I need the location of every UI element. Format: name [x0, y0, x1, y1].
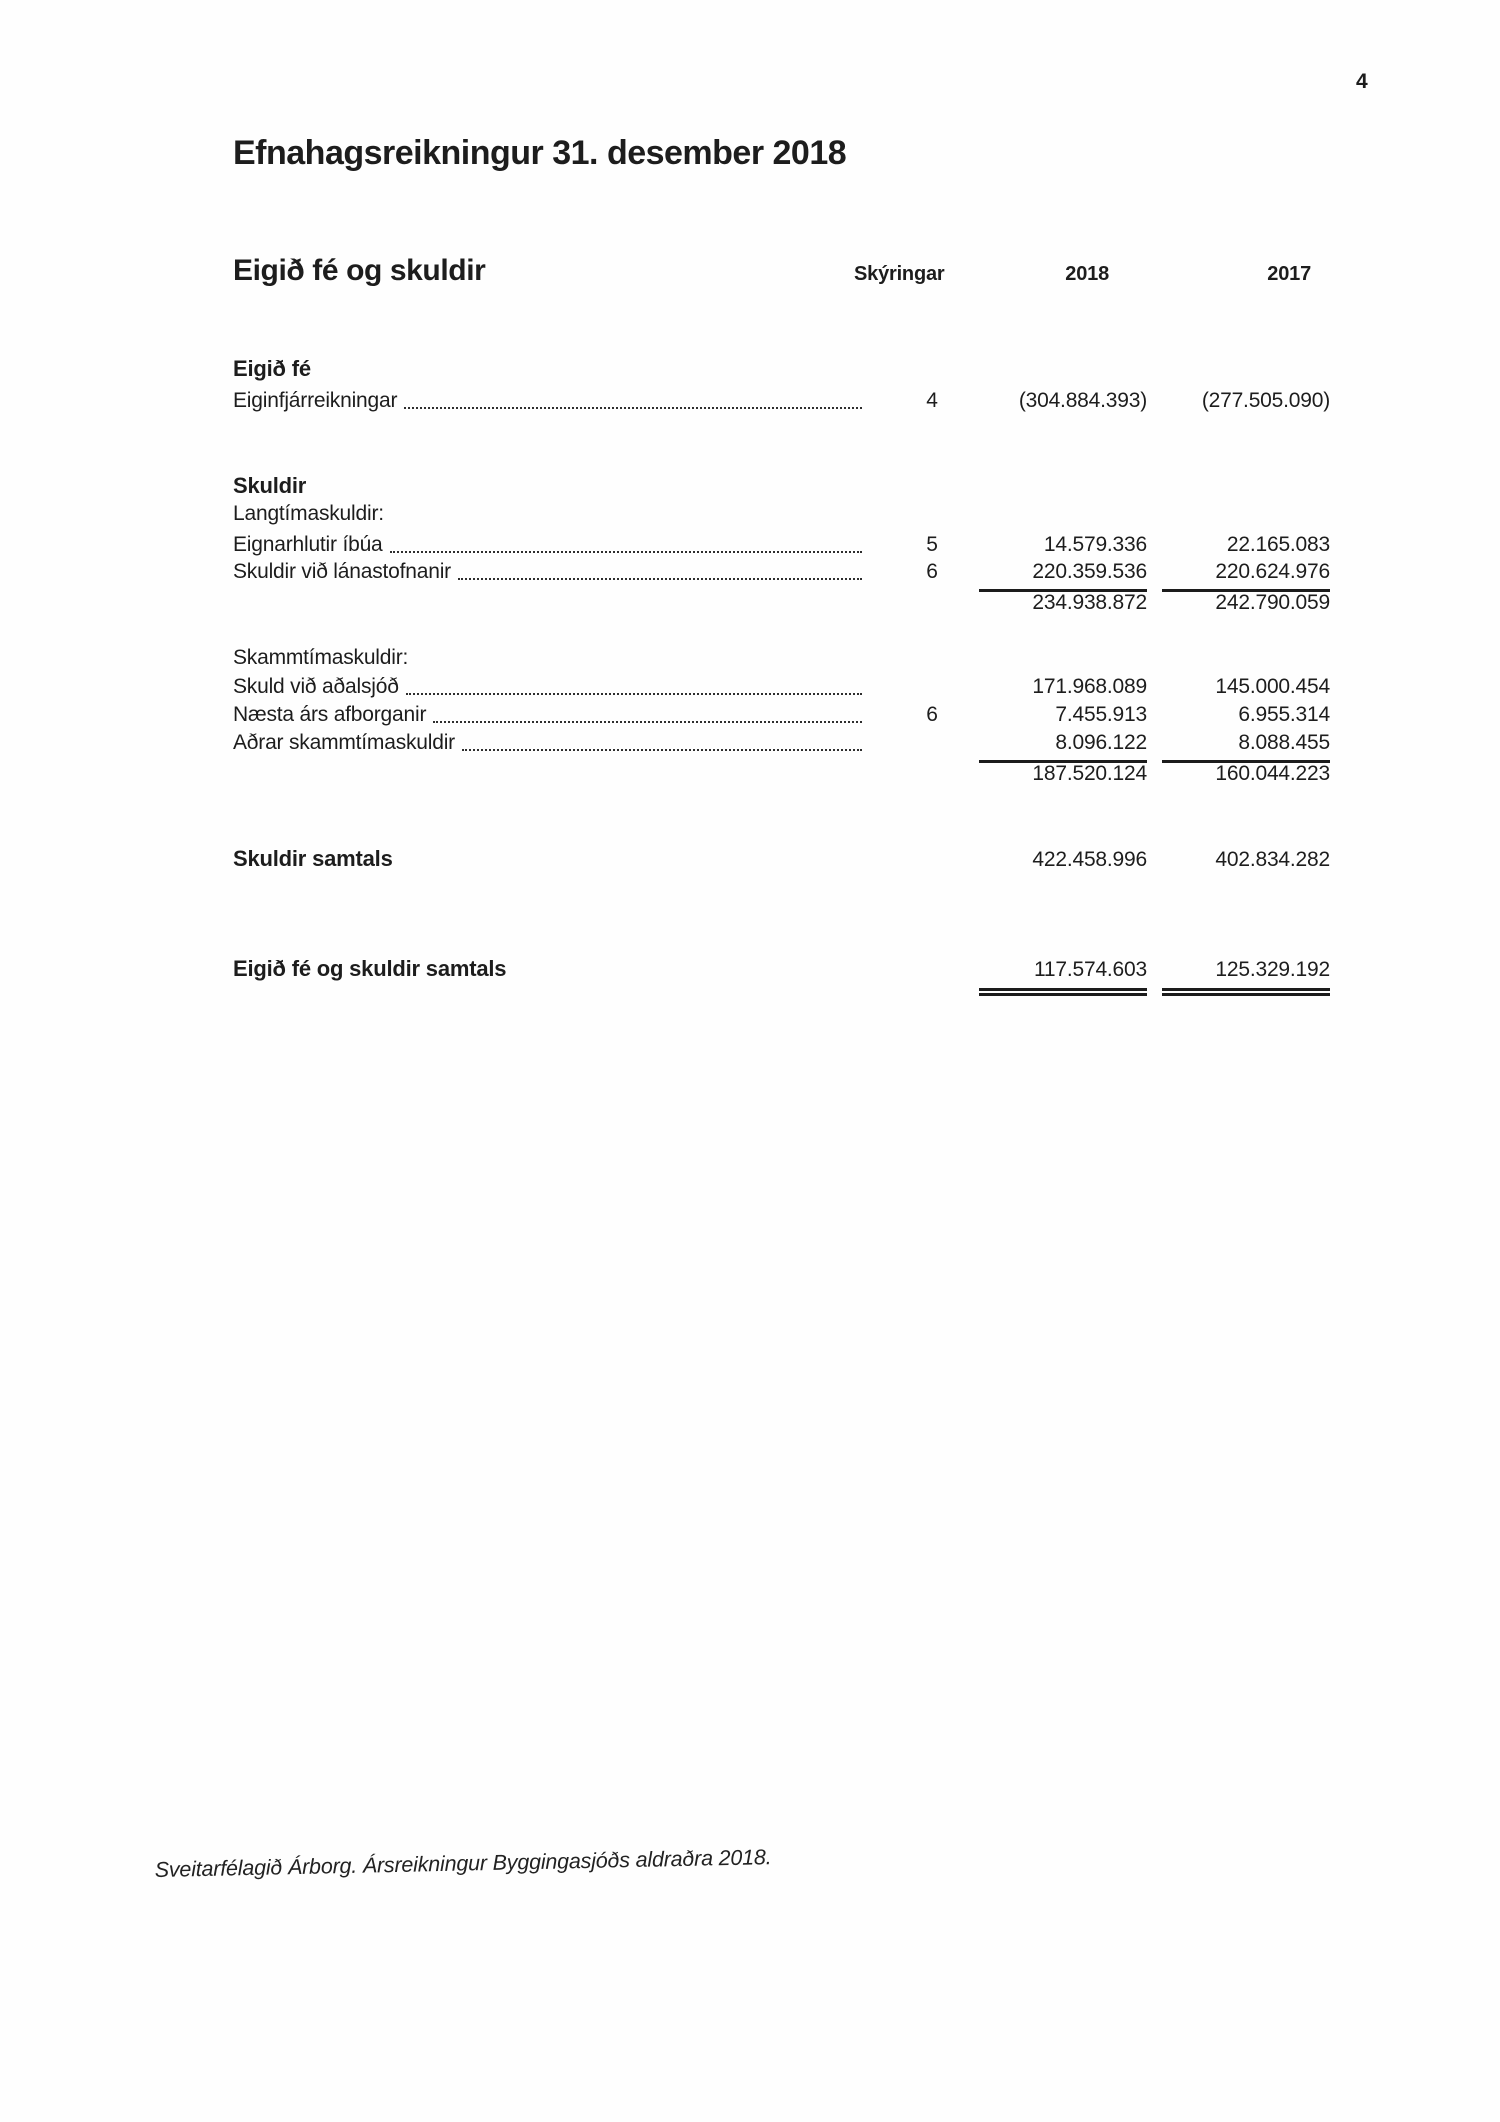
amount-value: 422.458.996 — [1032, 848, 1147, 871]
leader-dots — [390, 551, 862, 553]
amount-value-underlined: 220.624.976 — [1162, 559, 1330, 592]
row-label: Skuld við aðalsjóð — [233, 675, 399, 698]
liabilities-heading: Skuldir — [233, 473, 307, 498]
amount-value: 145.000.454 — [1215, 675, 1330, 698]
amount-value-double-underlined: 117.574.603 — [979, 957, 1147, 996]
row-amount-2017 — [1147, 730, 1330, 763]
grand-total-label: Eigið fé og skuldir samtals — [233, 956, 507, 981]
amount-value: 7.455.913 — [1055, 703, 1147, 726]
leader-dots — [433, 721, 862, 723]
row-note: 5 — [926, 533, 938, 556]
leader-dots — [406, 693, 862, 695]
table-row-liabilities-total — [233, 846, 1330, 873]
row-amount-2017 — [1147, 388, 1330, 414]
amount-value: 171.968.089 — [1032, 675, 1147, 698]
table-row-shortterm-subtotal — [233, 761, 1330, 787]
amount-value: 242.790.059 — [1215, 591, 1330, 614]
row-label: Skuldir við lánastofnanir — [233, 560, 451, 583]
total-2017 — [1147, 847, 1330, 873]
subtotal-2018 — [972, 590, 1147, 616]
liabilities-total-label: Skuldir samtals — [233, 846, 393, 871]
amount-value-underlined: 8.096.122 — [979, 730, 1147, 763]
subtotal-2017 — [1147, 761, 1330, 787]
subtotal-2018 — [972, 761, 1147, 787]
amount-value: 14.579.336 — [1043, 533, 1147, 556]
row-amount-2017 — [1147, 532, 1330, 558]
row-label: Eignarhlutir íbúa — [233, 533, 383, 556]
table-row-longterm-2 — [233, 559, 1330, 592]
row-note: 4 — [926, 389, 938, 412]
subtotal-2017 — [1147, 590, 1330, 616]
amount-value-double-underlined: 125.329.192 — [1162, 957, 1330, 996]
total-2018 — [972, 847, 1147, 873]
row-amount-2018 — [972, 388, 1147, 414]
table-row-equity — [233, 388, 1330, 414]
column-header-2018: 2018 — [1065, 263, 1109, 285]
table-row-longterm-1 — [233, 532, 1330, 558]
row-label: Eiginfjárreikningar — [233, 389, 398, 412]
row-label: Næsta árs afborganir — [233, 703, 427, 726]
amount-value: (277.505.090) — [1201, 389, 1330, 412]
amount-value: (304.884.393) — [1018, 389, 1147, 412]
shortterm-heading: Skammtímaskuldir: — [233, 646, 409, 669]
row-note: 6 — [926, 703, 938, 726]
amount-value: 234.938.872 — [1032, 591, 1147, 614]
row-amount-2018 — [972, 559, 1147, 592]
table-row-longterm-subtotal — [233, 590, 1330, 616]
row-amount-2018 — [972, 730, 1147, 763]
amount-value: 22.165.083 — [1226, 533, 1330, 556]
page-number: 4 — [1356, 70, 1368, 93]
amount-value-underlined: 8.088.455 — [1162, 730, 1330, 763]
row-amount-2017 — [1147, 559, 1330, 592]
longterm-heading: Langtímaskuldir: — [233, 502, 384, 525]
leader-dots — [462, 749, 862, 751]
column-header-notes: Skýringar — [854, 263, 945, 285]
table-row-shortterm-2 — [233, 702, 1330, 728]
leader-dots — [404, 407, 862, 409]
amount-value: 402.834.282 — [1215, 848, 1330, 871]
leader-dots — [458, 578, 862, 580]
row-label: Aðrar skammtímaskuldir — [233, 731, 455, 754]
table-header-row — [233, 254, 1330, 287]
row-amount-2018 — [972, 674, 1147, 700]
row-note: 6 — [926, 560, 938, 583]
row-amount-2017 — [1147, 674, 1330, 700]
table-row-shortterm-1 — [233, 674, 1330, 700]
table-row-shortterm-3 — [233, 730, 1330, 763]
equity-heading: Eigið fé — [233, 356, 311, 381]
column-header-2017: 2017 — [1267, 263, 1311, 285]
row-amount-2017 — [1147, 702, 1330, 728]
amount-value: 160.044.223 — [1215, 762, 1330, 785]
page-title: Efnahagsreikningur 31. desember 2018 — [233, 134, 847, 172]
amount-value: 6.955.314 — [1238, 703, 1330, 726]
grand-total-2017 — [1147, 957, 1330, 996]
amount-value-underlined: 220.359.536 — [979, 559, 1147, 592]
table-row-grand-total — [233, 956, 1330, 996]
row-amount-2018 — [972, 702, 1147, 728]
amount-value: 187.520.124 — [1032, 762, 1147, 785]
footer-note: Sveitarfélagið Árborg. Ársreikningur Byggingasjóðs aldraðra 2018. — [154, 1845, 772, 1883]
grand-total-2018 — [972, 957, 1147, 996]
section-title: Eigið fé og skuldir — [233, 254, 486, 287]
row-amount-2018 — [972, 532, 1147, 558]
